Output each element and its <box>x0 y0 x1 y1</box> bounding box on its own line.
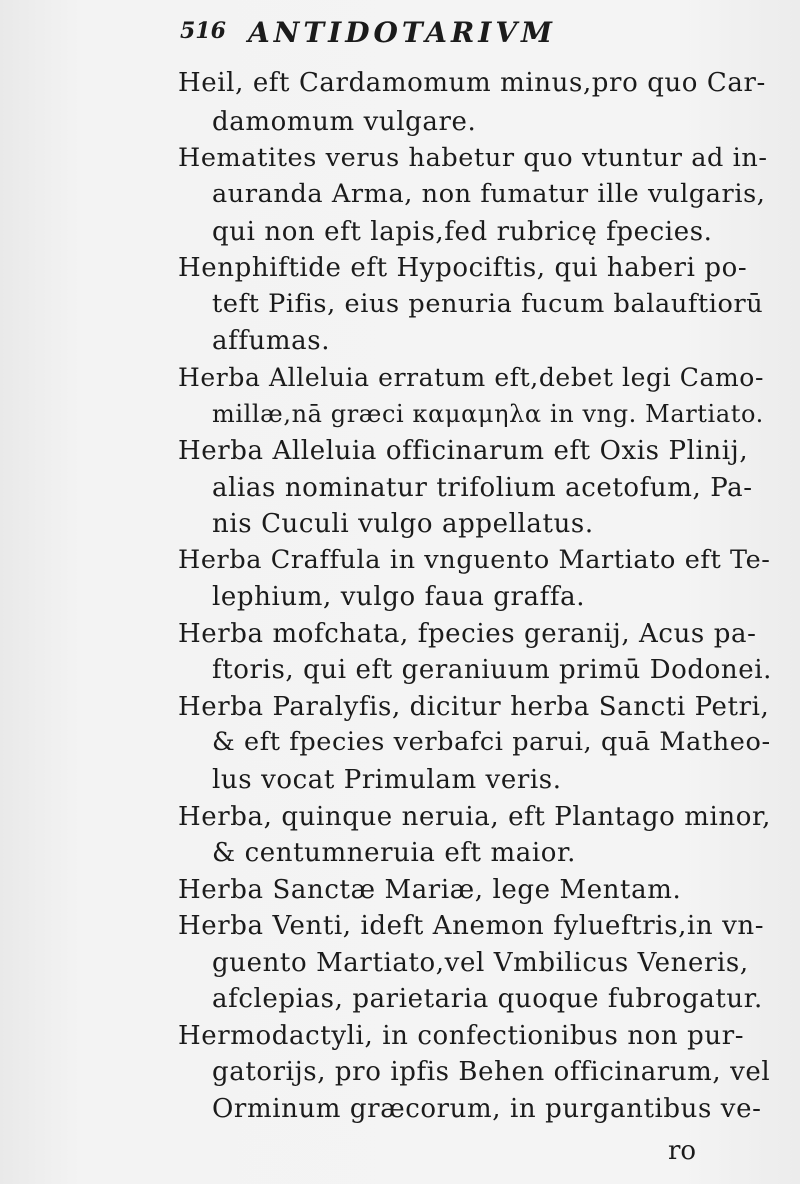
text-line: afclepias, parietaria quoque fubrogatur. <box>212 984 763 1014</box>
text-line: Herba, quinque neruia, eft Plantago minor, <box>178 802 771 832</box>
page-number: 516 <box>180 18 226 44</box>
page-header <box>180 14 740 54</box>
text-line: Herba Venti, ideft Anemon fylueftris,in vn- <box>178 911 765 941</box>
text-line: ftoris, qui eft geraniuum primū Dodonei. <box>212 655 773 685</box>
text-line: lus vocat Primulam veris. <box>212 765 562 795</box>
text-line: Herba Alleluia officinarum eft Oxis Plinij, <box>178 436 749 466</box>
text-line: qui non eft lapis,fed rubricę fpecies. <box>212 217 713 247</box>
text-line: guento Martiato,vel Vmbilicus Veneris, <box>212 948 749 978</box>
text-line: alias nominatur trifolium acetofum, Pa- <box>212 473 753 503</box>
text-line: Heil, eft Cardamomum minus,pro quo Car- <box>178 68 766 98</box>
text-line: millæ,nā græci καμαμηλα in vng. Martiato. <box>212 400 764 428</box>
text-line: Henphiftide eft Hypociftis, qui haberi po- <box>178 253 748 283</box>
text-line: Herba mofchata, fpecies geranij, Acus pa- <box>178 619 757 649</box>
text-line: affumas. <box>212 326 331 356</box>
text-line: Orminum græcorum, in purgantibus ve- <box>212 1094 762 1124</box>
text-line: Herba Sanctæ Mariæ, lege Mentam. <box>178 875 682 905</box>
text-line: auranda Arma, non fumatur ille vulgaris, <box>212 179 766 209</box>
text-line: teft Pifis, eius penuria fucum balauftiorū <box>212 289 764 319</box>
text-line: gatorijs, pro ipfis Behen officinarum, vel <box>212 1057 771 1087</box>
text-line: Herba Paralyfis, dicitur herba Sancti Petri, <box>178 692 770 722</box>
text-line: Herba Craffula in vnguento Martiato eft Te- <box>178 545 771 575</box>
text-line: damomum vulgare. <box>212 107 477 137</box>
text-line: & eft fpecies verbafci parui, quā Matheo- <box>212 727 771 757</box>
text-line: Hermodactyli, in confectionibus non pur- <box>178 1021 745 1051</box>
text-line: & centumneruia eft maior. <box>212 838 577 868</box>
text-line: Herba Alleluia erratum eft,debet legi Camo- <box>178 363 764 392</box>
catchword: ro <box>668 1136 697 1166</box>
text-line: nis Cuculi vulgo appellatus. <box>212 509 594 539</box>
text-line: Hematites verus habetur quo vtuntur ad in- <box>178 143 768 173</box>
running-title: ANTIDOTARIVM <box>248 16 557 49</box>
text-line: lephium, vulgo faua graffa. <box>212 582 586 612</box>
